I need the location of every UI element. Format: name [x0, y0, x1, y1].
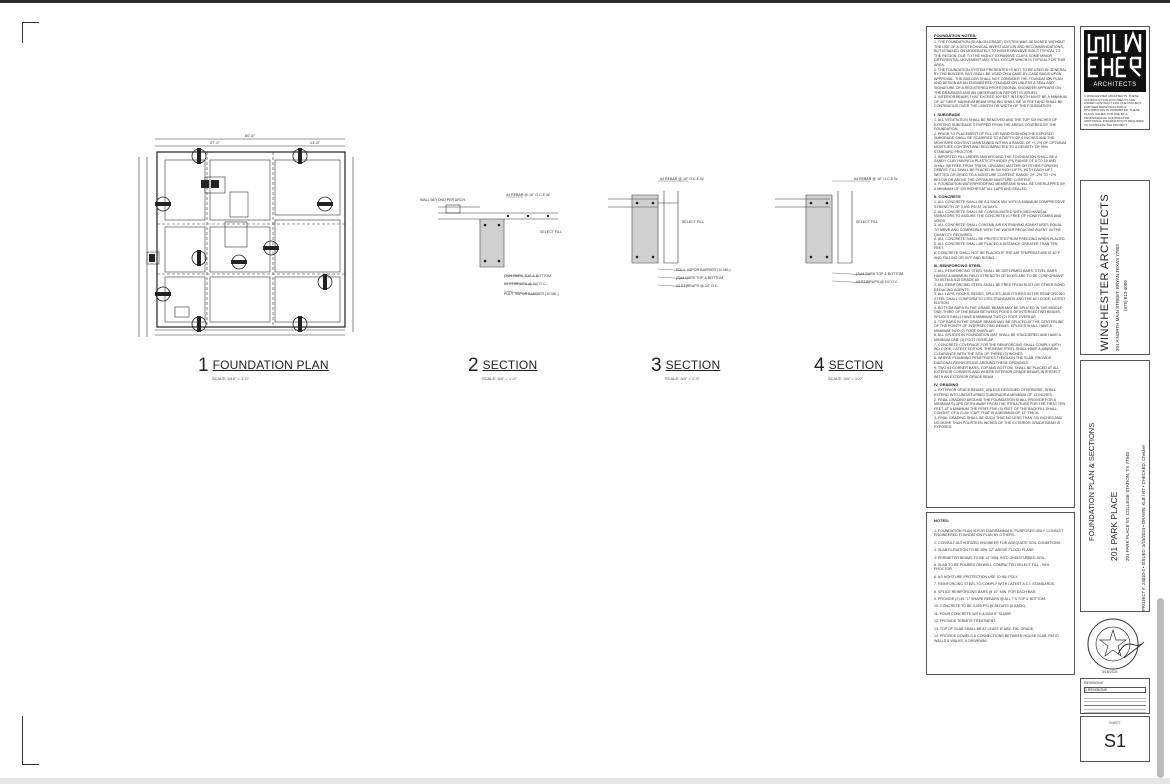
general-note: 5. SLAB TO BE POURED ON WELL COMPACTED SELECT FILL - 95% PROCTOR. — [934, 563, 1050, 572]
callout-stirrups: #3 STIRRUPS @ 24" O.C. — [676, 284, 719, 288]
notes-section — [934, 382, 1067, 429]
note-line: 3. IMPORTED FILL UNDER AND AROUND THE FOUNDATION SHALL BE A SANDY CLAY HAVING A PLASTICITY INDEX (PI) RANGE OF 8 TO 18 AND SHALL BE FREE FROM TRASH, ORGANIC MATTER OR OTHER FOREIGN DEBRIS. FILL SHALL BE PLACED IN SIX INCH LIFTS, WITH EACH LIFT WETTED OR DRIED TO A MOISTURE CONTENT RANGE OF -2% TO +2% BELOW OR ABOVE THE OPTIMUM MOISTURE CONTENT. — [934, 154, 1058, 182]
note-line: 2. FINAL GRADING AROUND THE FOUNDATION SHALL PROVIDE FOR A MINIMUM SLOPE OF 5% AWAY FROM THE STRUCTURE FOR THE FIRST TEN FEET. AT A MINIMUM THE FIRST FIVE (5) FEET OF THE BACKFILL SHALL CONSIST OF A CLAY "CAP" THAT IS A MINIMUM OF 12" THICK. — [934, 397, 1066, 416]
foundation-notes-panel — [926, 26, 1075, 508]
note-line: 2. ALL REINFORCING STEEL SHALL BE FREE FROM RUST OR OTHER BOND REDUCING AGENTS. — [934, 282, 1065, 292]
drawing-name: SECTION — [482, 358, 538, 372]
note-line: 7. CONCRETE COVERAGE FOR THE REINFORCING SHALL COMPLY WITH ACI CODE, LATEST EDITION. THE BEAM STEEL SHALL HAVE A MINIMUM CLEARANCE WITH THE SOIL OF THREE (3) INCHES. — [934, 342, 1061, 356]
firm-address: 201 A NORTH MAIN STREET, BRYAN TEXAS 77803 — [1115, 244, 1120, 351]
seal-icon — [1080, 614, 1150, 676]
notes-subheading: III. REINFORCING STEEL — [934, 263, 982, 269]
notes-section — [934, 112, 1067, 192]
note-line: 3. ALL CONCRETE SHALL CONTAIN AIR ENTRAINING ADMIXTURES EQUAL TO MBVR AND COMPATIBLE WITH THE WATER REDUCING AGENT. IN THE QUANTITY REQUIRED. — [934, 223, 1062, 237]
drawing-name: SECTION — [828, 358, 884, 372]
note-line: 3. ALL LAPS, HOOKS, BENDS, SPLICES, AND OTHERS IN THE REINFORCING STEEL SHALL CONFORM TO CRSI STANDARDS AND THE ACI CODE, LATEST EDITION. — [934, 292, 1066, 306]
callout-vapor: POLY. VAPOR BARRIER (10 MIL) — [504, 292, 559, 296]
vertical-scrollbar[interactable] — [1157, 598, 1164, 778]
drawing-name: SECTION — [665, 358, 721, 372]
revision-entry: 1 REVISIONS — [1085, 688, 1107, 692]
general-note: 9. PROVIDE (2) #4 "L" SHAPE REBARS @ ALL T'S TOP & BOTTOM. — [934, 597, 1046, 602]
section-3-drawing — [598, 173, 738, 303]
note-line: 1. THE FOUNDATION (SLAB-ON-GRADE) SYSTEM WAS DESIGNED WITHOUT THE USE OF A GEOTECHNICAL INVESTIGATION AND RECOMMENDATIONS, BUT IS BASED ON MODERATELY TO HIGH EXPANSIVE SOILS TYPICAL TO THE REGION. DUE TO THE HIGHLY EXPANSIVE CLAYS SOME MINOR DIFFERENTIAL MOVEMENT MAY STILL OCCUR WHICH IS TYPICAL FOR THIS AREA. — [934, 40, 1066, 67]
notes-section — [934, 194, 1067, 260]
note-line: 6. CONCRETE SHALL NOT BE PLACED IF THE AIR TEMPERATURE IS 40°F AND FALLING OR 90°F AND RISING. — [934, 250, 1061, 260]
drawing-number: 2 — [468, 355, 479, 376]
note-line: 4. BOTTOM BARS IN THE GRADE BEAMS MAY BE SPLICED IN THE MIDDLE ONE-THIRD OF THE BEAM BETWEEN POINTS OF INTERSECTING BEAMS. SPLICES SHALL HAVE A MINIMUM TWO (2) FOOT OVERLAP. — [934, 305, 1063, 320]
notes-subheading: I. SUBGRADE — [934, 111, 961, 117]
notes-section — [934, 263, 1067, 379]
section-2-drawing — [418, 185, 568, 305]
general-note: 4. PERIMETER BEAMS TO BE 12" MIN. INTO UNDISTURBED SOIL. — [934, 555, 1046, 560]
general-note: 8. SPLICE REINFORCING BARS @ 15" MIN. FOR EACH BAR. — [934, 589, 1037, 594]
general-note: 12. PROVIDE TERMITE TREATMENT. — [934, 619, 997, 624]
bottom-bar — [0, 778, 1170, 784]
firm-box — [1080, 180, 1150, 355]
note-line: 6. ALL SPLICES IN FOUNDATION MAT SHALL BE STAGGERED AND HAVE A MINIMUM ONE (1) FOOT OVERLAP. — [934, 333, 1061, 343]
drawing-scale: SCALE: 3/4" = 1'-0" — [828, 376, 863, 381]
copyright-note: © WINCHESTER ARCHITECTS. THESE CONSTRUCTION DOCUMENTS ARE UNDER CONTRACT FOR ONE PROJECT. FURTHER REPRODUCTION & DISTRIBUTION IS PROHIBITED. THESE PLANS ISSUED FOR USE BY A PROFESSIONAL CONTRACTOR. ADDITIONAL INFORMATION IS REQUIRED TO COMPLETE THE PROJECT. — [1084, 95, 1144, 127]
note-line: 1. ALL REINFORCING STEEL SHALL BE DEFORMED BARS. STEEL BARS HAVING A MINIMUM YIELD STRENGTH OF 60 KSI ARE TO BE CONFORMANT TO ASTM A-615 GRADE 60. — [934, 269, 1065, 283]
callout-topbottom: (2)#4 BARS TOP & BOTTOM — [504, 274, 552, 278]
sheet-number-box — [1080, 716, 1150, 762]
note-line: 8. WHERE PLUMBING PENETRATES THROUGH THE SLAB, PROVIDE DIAGONAL REINFORCING AROUND THESE OPENINGS. — [934, 356, 1052, 365]
notes-subheading: IV. GRADING — [934, 382, 959, 388]
note-line: 1. EXTERIOR GRADE BEAMS, UNLESS DESIGNED OTHERWISE, SHALL EXTEND INTO UNDISTURBED SUBGRADE A MINIMUM OF 12 INCHES. — [934, 388, 1056, 397]
note-line: 5. ALL CONCRETE SHALL BE PLACED A DISTANCE GREATER THAN TEN FEET. — [934, 241, 1058, 251]
callout-rebar: #4 REBAR @ 16" O.C.E.W. — [854, 177, 899, 181]
callout-stirrups: #3 STIRRUPS @ 24" O.C. — [504, 282, 547, 286]
sheet-label: SHEET — [1109, 721, 1121, 725]
firm-phone: (979) 813-4009 — [1123, 280, 1128, 311]
callout-rebar: #4 REBAR @ 16" O.C.E.W. — [506, 193, 551, 197]
note-line: 4. ALL CONCRETE SHALL BE PROTECTED FROM FREEZING WHEN PLACED. — [934, 237, 1066, 242]
general-note: 11. POUR CONCRETE WITH A MAX 5" SLUMP. — [934, 611, 1012, 616]
callout-select: SELECT FILL — [856, 220, 879, 224]
general-note: 10. CONCRETE TO BE 3,000 PSI @ 28 DAYS (5 SACK). — [934, 604, 1026, 609]
drawing-scale: SCALE: 3/4" = 1'-0" — [665, 376, 700, 381]
notes-heading: FOUNDATION NOTES: — [934, 33, 977, 38]
logo-box — [1080, 26, 1150, 130]
note-line: 2. ALL CONCRETE SHALL BE CONSOLIDATED WITH MECHANICAL VIBRATORS TO ASSURE THE CONCRETE IS FREE OF HONEYCOMBS AND VOIDS. — [934, 209, 1062, 223]
callout-rebar: #4 REBAR @ 16" O.C.E.W. — [660, 177, 705, 181]
note-line: 1. ALL VEGETATION SHALL BE REMOVED AND THE TOP SIX INCHES OF EXISTING SUBGRADE STRIPPED FROM THE AREAS COVERED BY THE FOUNDATION. — [934, 117, 1057, 132]
revisions-label: REVISIONS — [1084, 681, 1104, 685]
plan-dim-overall: 60'-8" — [244, 133, 256, 138]
project-info: PROJECT #: 24010-4 • ISSUED: 3/15/2024 • DRAWN: KLB / RT • CHECKED: Checker — [1141, 444, 1146, 611]
callout-topbottom: (2)#4 BARS TOP & BOTTOM — [856, 272, 904, 276]
drawing-name: FOUNDATION PLAN — [212, 358, 329, 372]
seal-date: 3/15/2024 — [1102, 670, 1118, 674]
general-note: 6. AS MOISTURE PROTECTION USE 10 MIL POLY. — [934, 574, 1019, 579]
maze-logo-icon — [1084, 30, 1146, 80]
winchester-logo — [1084, 30, 1146, 92]
crop-mark-top-left — [22, 22, 39, 43]
drawing-scale: SCALE: 3/16" = 1'-0" — [212, 376, 250, 381]
drawing-number: 1 — [198, 355, 209, 376]
general-notes-heading: NOTES: — [934, 518, 950, 523]
general-note: 7. REINFORCING STEEL TO COMPLY WITH LATEST A.C.I. STANDARDS. — [934, 582, 1056, 587]
crop-mark-bottom-left — [22, 716, 39, 765]
note-line: 2. PRIOR TO PLACEMENT OF FILL OR SAND CUSHION THE EXPOSED SUBGRADE SHALL BE SCARIFIED TO A DEPTH OF 6 INCHES AND THE MOISTURE CONTENT MAINTAINED WITHIN A RANGE OF +/- 2% OF OPTIMUM MOISTURE CONTENT AND RECOMPACTED TO A DENSITY OF 95% STANDARD PROCTOR. — [934, 131, 1067, 155]
general-note: 3. SLAB ELEVATION TO BE MIN. 12" ABOVE FLOOD PLANE. — [934, 548, 1035, 553]
plan-dim-right: 13'-8" — [309, 140, 321, 145]
notes-section — [934, 40, 1067, 109]
revision-row — [1084, 687, 1146, 693]
drawing-title-3 — [651, 357, 720, 375]
section-4-drawing — [770, 173, 920, 303]
project-name: 201 PARK PLACE — [1109, 491, 1119, 561]
callout-topbottom: (2)#4 BARS TOP & BOTTOM — [676, 276, 724, 280]
note-line: 3. INTERIOR BEAMS THAT EXCEED 40 FEET IN LENGTH MUST BE A MINIMUM OF 32" DEEP. MAXIMUM BEAM SPACING SHALL BE 15 FEET AND SHALL BE CONTINUOUS OVER THE LENGTH OR WIDTH OF THE FOUNDATION. — [934, 95, 1067, 109]
callout-select: SELECT FILL — [540, 230, 563, 234]
callout-select: SELECT FILL — [682, 220, 705, 224]
general-note: 13. TOP OF SLAB SHALL BE AT LEAST 8" ABV. FIN. GRADE. — [934, 626, 1035, 631]
note-line: 1. ALL CONCRETE SHALL BE A 5 SACK MIX WITH A MINIMUM COMPRESSIVE STRENGTH OF 3,000 PSI AT 28 DAYS. — [934, 200, 1066, 209]
callout-stirrups: #3 STIRRUPS @ 24" O.C. — [856, 280, 899, 284]
firm-name: WINCHESTER ARCHITECTS — [1099, 193, 1111, 351]
sheet-title: FOUNDATION PLAN & SECTIONS — [1087, 422, 1096, 541]
foundation-plan-drawing — [135, 132, 360, 345]
drawing-number: 3 — [651, 355, 662, 376]
drawing-title-4 — [814, 357, 883, 375]
plan-dim-left: 27'-0" — [209, 140, 221, 145]
general-notes-panel — [926, 512, 1075, 675]
general-note: 14. PROVIDE DOWELS & CONNECTIONS BETWEEN HOUSE SLAB, PATIO WALLS & WALKS, & DRIVEWAY. — [934, 634, 1059, 643]
project-box — [1080, 360, 1150, 612]
callout-vapor: POLY. VAPOR BARRIER (10 MIL) — [676, 268, 731, 272]
project-address: 201 PARK PLACE ST. COLLEGE STATION, TX 77840 — [1125, 452, 1130, 561]
note-line: 2. THE FOUNDATION SYSTEM PRESENTED IS NOT TO BE USED IN GENERAL BY THE BUILDER, BUT SHALL BE USED ON A CASE-BY-CASE BASIS UPON APPROVAL. THE BUILDER SHALL NOT CONSIDER THE FOUNDATION PLAN AND DESIGN AS AN ENGINEERED FOUNDATION UNLESS A SEAL AND SIGNATURE OF A REGISTERED PROFESSIONAL ENGINEER APPEARS ON THE DRAWINGS AND AN OBSERVATION REPORT IS ISSUED. — [934, 67, 1067, 95]
architect-seal — [1080, 614, 1150, 676]
note-line: 3. FINAL GRADING SHALL BE SUCH THAT NO LESS THAN SIX INCHES AND NO MORE THAN FOURTEEN INCHES OF THE EXTERIOR GRADE BEAM IS EXPOSED. — [934, 415, 1063, 430]
drawing-title-1 — [198, 357, 329, 375]
sheet-number: S1 — [1103, 731, 1127, 751]
general-note: 2. CONSULT AUTHORIZED ENGINEER FOR ADEQUATE SOIL CONDITIONS. — [934, 540, 1062, 545]
general-note: 1. FOUNDATION PLAN IS FOR DIAGRAMMATIC PURPOSES ONLY. CONSULT ENGINEERED FOUNDATION PLAN BY OTHERS. — [934, 529, 1064, 538]
notes-subheading: II. CONCRETE — [934, 194, 961, 200]
note-line: 9. TWO #4 CORNER BARS, TOP AND BOTTOM, SHALL BE PLACED AT ALL EXTERIOR CORNERS AND WHERE INTERIOR GRADE BEAMS INTERSECT WITH AN EXTERIOR GRADE BEAM. — [934, 365, 1061, 379]
note-line: 4. FOUNDATION WATERPROOFING MEMBRANE SHALL BE OVERLAPPED BY A MINIMUM OF SIX INCHES AT ALL LAPS AND SEALED. — [934, 182, 1066, 191]
drawing-title-2 — [468, 357, 537, 375]
revision-lines — [1084, 695, 1146, 713]
logo-word: ARCHITECTS — [1093, 82, 1137, 88]
callout-wall: WALL BEYOND PER ARCH. — [420, 198, 467, 202]
revisions-box — [1080, 678, 1150, 714]
note-line: 5. TOP BARS IN THE GRADE BEAMS MAY BE SPLICED AT THE CENTERLINE OF THE POINTS OF INTERSECTING BEAMS. SPLICES SHALL HAVE A MINIMUM TWO (2) FOOT OVERLAP. — [934, 319, 1064, 333]
drawing-scale: SCALE: 3/4" = 1'-0" — [482, 376, 517, 381]
top-border — [0, 0, 1170, 3]
drawing-number: 4 — [814, 355, 825, 376]
